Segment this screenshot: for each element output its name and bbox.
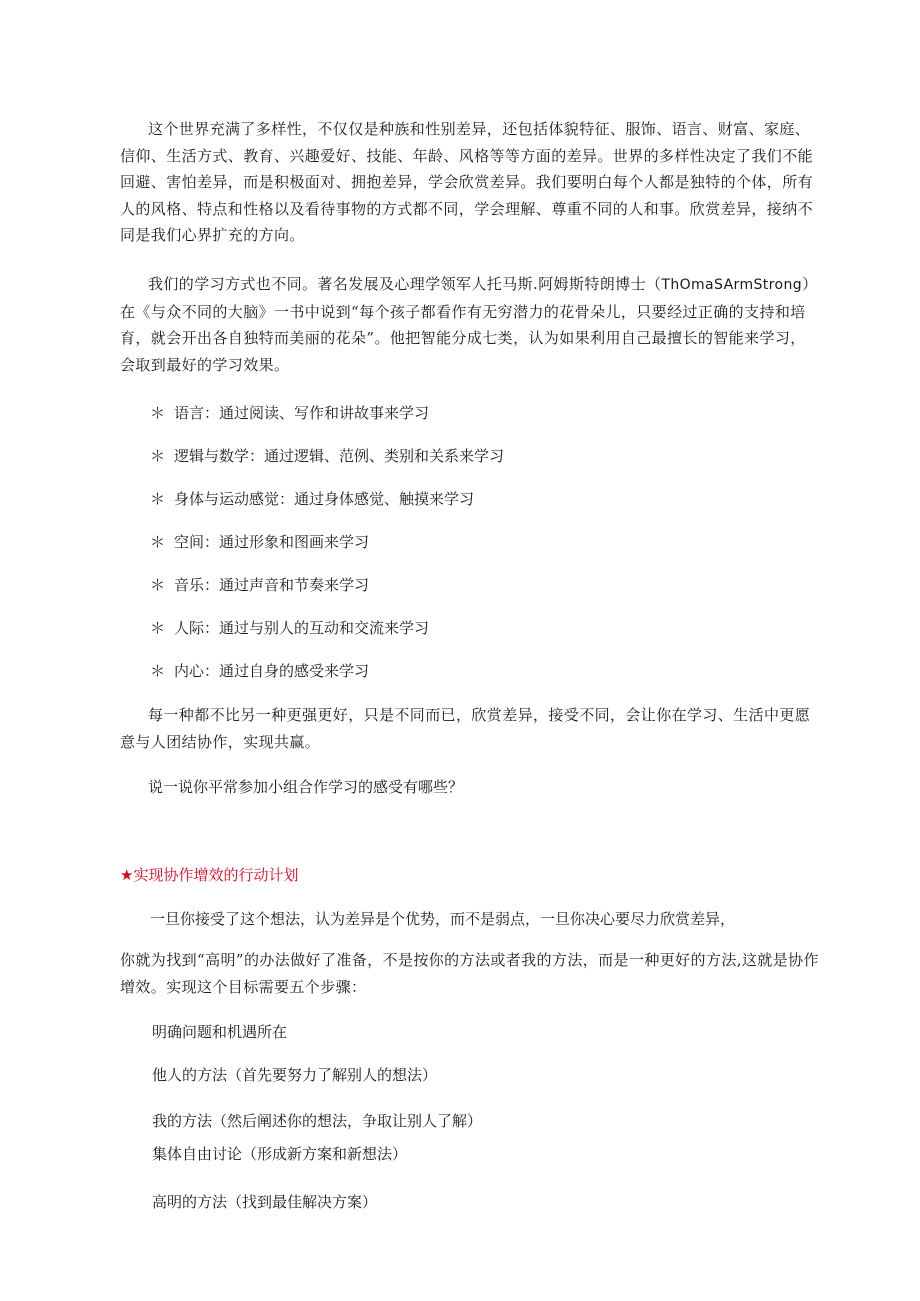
step-item: 高明的方法（找到最佳解决方案） (152, 1193, 378, 1211)
paragraph-appreciate-difference: 每一种都不比另一种更强更好，只是不同而已，欣赏差异，接受不同，会让你在学习、生活中更愿意与人团结协作，实现共赢。 (120, 706, 811, 751)
list-item: ＊ 人际：通过与别人的互动和交流来学习 (150, 619, 430, 637)
paragraph-learning-styles (120, 271, 820, 378)
bullet-star-icon: ＊ (150, 490, 166, 508)
step-item: 集体自由讨论（形成新方案和新想法） (152, 1145, 408, 1163)
list-item: ＊ 音乐：通过声音和节奏来学习 (150, 576, 370, 594)
step-item: 我的方法（然后阐述你的想法，争取让别人了解） (152, 1112, 483, 1130)
bullet-star-icon: ＊ (150, 662, 166, 680)
paragraph-synergy-rest: 你就为找到“高明”的办法做好了准备，不是按你的方法或者我的方法，而是一种更好的方法,这就是协作增效。实现这个目标需要五个步骤： (120, 951, 819, 996)
paragraph-synergy-line1: 一旦你接受了这个想法，认为差异是个优势，而不是弱点，一旦你决心要尽力欣赏差异， (150, 910, 736, 928)
paragraph-diversity: 这个世界充满了多样性，不仅仅是种族和性别差异，还包括体貌特征、服饰、语言、财富、家庭、信仰、生活方式、教育、兴趣爱好、技能、年龄、风格等等方面的差异。世界的多样性决定了我们不能回避、害怕差异，而是积极面对、拥抱差异，学会欣赏差异。我们要明白每个人都是独特的个体，所有人的风格、特点和性格以及看待事物的方式都不同，学会理解、尊重不同的人和事。欣赏差异，接纳不同是我们心界扩充的方向。 (120, 120, 814, 244)
bullet-star-icon: ＊ (150, 533, 166, 551)
step-item: 明确问题和机遇所在 (152, 1023, 288, 1041)
author-name: ThOmaSArmStrong (661, 277, 803, 293)
paragraph-learning-text-b: ）在《与众不同的大脑》一书中说到“每个孩子都看作有无穷潜力的花骨朵儿，只要经过正确的支持和培育，就会开出各自独特而美丽的花朵”。他把智能分成七类，认为如果利用自己最擅长的智能来学习，会取到最好的学习效果。 (120, 275, 818, 374)
step-item: 他人的方法（首先要努力了解别人的想法） (152, 1066, 438, 1084)
list-item: ＊ 逻辑与数学：通过逻辑、范例、类别和关系来学习 (150, 447, 505, 465)
list-item: ＊ 内心：通过自身的感受来学习 (150, 662, 370, 680)
bullet-star-icon: ＊ (150, 576, 166, 594)
bullet-star-icon: ＊ (150, 404, 166, 422)
discussion-question: 说一说你平常参加小组合作学习的感受有哪些？ (148, 778, 464, 796)
paragraph-learning-text-a: 我们的学习方式也不同。著名发展及心理学领军人托马斯.阿姆斯特朗博士（ (148, 275, 662, 293)
bullet-star-icon: ＊ (150, 447, 166, 465)
list-item: ＊ 语言：通过阅读、写作和讲故事来学习 (150, 404, 430, 422)
list-item: ＊ 身体与运动感觉：通过身体感觉、触摸来学习 (150, 490, 475, 508)
section-heading: ★实现协作增效的行动计划 (120, 866, 299, 884)
bullet-star-icon: ＊ (150, 619, 166, 637)
list-item: ＊ 空间：通过形象和图画来学习 (150, 533, 370, 551)
